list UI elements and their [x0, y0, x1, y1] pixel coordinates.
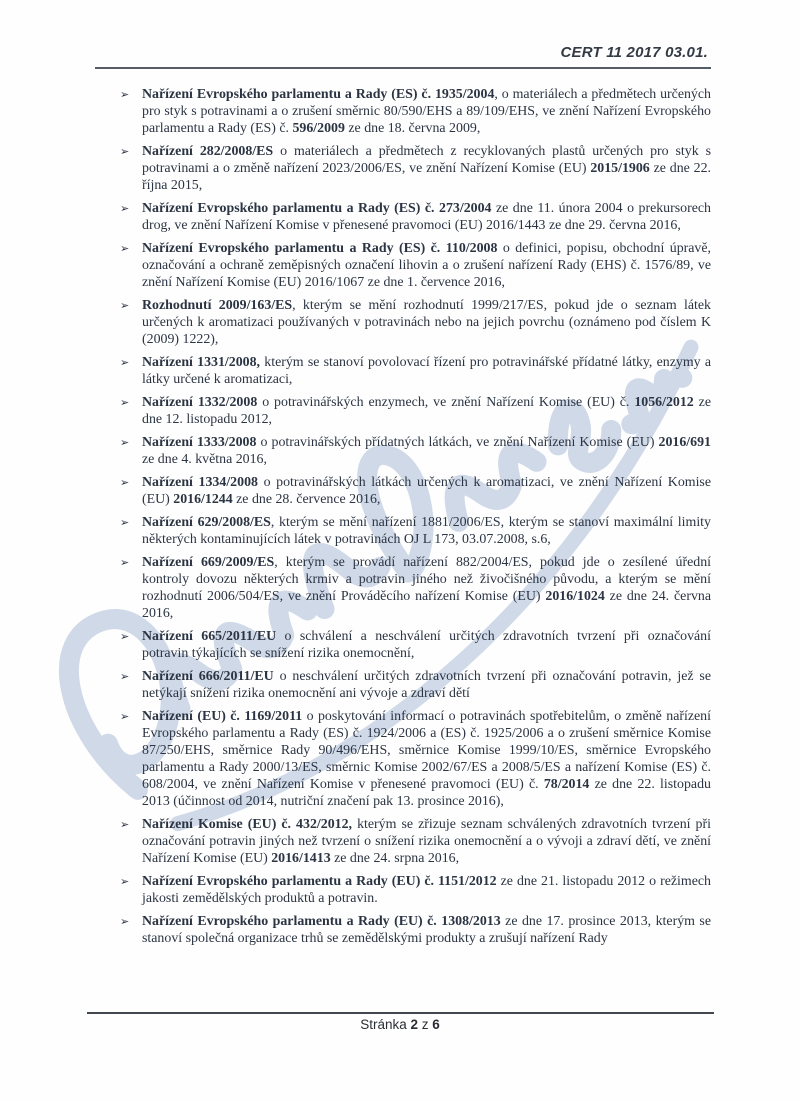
paragraph-text: Nařízení Evropského parlamentu a Rady (EU) č. 1151/2012 ze dne 21. listopadu 2012 o režimech jakosti zemědělských produktů a potravin.: [142, 874, 711, 906]
paragraph-text: Nařízení 629/2008/ES, kterým se mění nařízení 1881/2006/ES, kterým se stanoví maximální limity některých kontaminujících látek v potravinách OJ L 173, 03.07.2008, s.6,: [142, 515, 711, 547]
arrow-bullet-icon: ➢: [120, 397, 130, 409]
arrow-bullet-icon: ➢: [120, 477, 130, 489]
paragraph-text: Nařízení Evropského parlamentu a Rady (ES) č. 1935/2004, o materiálech a předmětech určených pro styk s potravinami a o zrušení směrnic 80/590/EHS a 89/109/EHS, ve znění Nařízení Evropského parlamentu a Rady (ES) č. 596/2009 ze dne 18. června 2009,: [142, 87, 711, 136]
arrow-bullet-icon: ➢: [120, 711, 130, 723]
list-item: [120, 628, 711, 662]
arrow-bullet-icon: ➢: [120, 146, 130, 158]
paragraph-text: Nařízení 669/2009/ES, kterým se provádí nařízení 882/2004/ES, pokud jde o zesílené úřední kontroly dovozu některých krmiv a potravin jiného než živočišného původu, a kterým se mění rozhodnutí 2006/504/ES, ve znění Prováděcího nařízení Komise (EU) 2016/1024 ze dne 24. června 2016,: [142, 555, 712, 621]
list-item: [120, 143, 711, 194]
list-item: [120, 354, 711, 388]
paragraph-text: Rozhodnutí 2009/163/ES, kterým se mění rozhodnutí 1999/217/ES, pokud jde o seznam látek určených k aromatizaci používaných v potravinách nebo na jejich povrchu (oznámeno pod číslem K (2009) 1222),: [142, 298, 711, 347]
arrow-bullet-icon: ➢: [120, 89, 130, 101]
list-item: [120, 514, 711, 548]
footer-rule: [87, 1012, 714, 1014]
arrow-bullet-icon: ➢: [120, 243, 130, 255]
arrow-bullet-icon: ➢: [120, 300, 130, 312]
paragraph-text: Nařízení 1331/2008, kterým se stanoví povolovací řízení pro potravinářské přídatné látky, enzymy a látky určené k aromatizaci,: [142, 355, 711, 387]
list-item: [120, 297, 711, 348]
paragraph-text: Nařízení 1333/2008 o potravinářských přídatných látkách, ve znění Nařízení Komise (EU) 2016/691 ze dne 4. května 2016,: [142, 435, 711, 467]
list-item: [120, 913, 711, 947]
arrow-bullet-icon: ➢: [120, 819, 130, 831]
header-rule: [95, 67, 711, 69]
arrow-bullet-icon: ➢: [120, 916, 130, 928]
list-item: [120, 873, 711, 907]
paragraph-text: Nařízení Evropského parlamentu a Rady (ES) č. 110/2008 o definici, popisu, obchodní úpravě, označování a ochraně zeměpisných označení lihovin a o zrušení nařízení Rady (EHS) č. 1576/89, ve znění Nařízení Komise (EU) 2016/1067 ze dne 1. července 2016,: [142, 241, 712, 290]
paragraph-text: Nařízení Evropského parlamentu a Rady (EU) č. 1308/2013 ze dne 17. prosince 2013, kterým se stanoví společná organizace trhů se zemědělskými produkty a zrušují nařízení Rady: [142, 914, 711, 946]
arrow-bullet-icon: ➢: [120, 876, 130, 888]
list-item: [120, 816, 711, 867]
list-item: [120, 240, 711, 291]
doc-code: CERT 11 2017 03.01.: [560, 44, 708, 61]
list-item: [120, 394, 711, 428]
paragraph-text: Nařízení 666/2011/EU o neschválení určitých zdravotních tvrzení při označování potravin, jež se netýkají snížení rizika onemocnění ani vývoje a zdraví dětí: [142, 669, 711, 701]
list-item: [120, 668, 711, 702]
paragraph-text: Nařízení Evropského parlamentu a Rady (ES) č. 273/2004 ze dne 11. února 2004 o prekursorech drog, ve znění Nařízení Komise v přenesené pravomoci (EU) 2016/1443 ze dne 29. června 2016,: [142, 201, 712, 233]
arrow-bullet-icon: ➢: [120, 557, 130, 569]
page-total: 6: [432, 1017, 440, 1032]
arrow-bullet-icon: ➢: [120, 631, 130, 643]
paragraph-text: Nařízení 282/2008/ES o materiálech a předmětech z recyklovaných plastů určených pro styk s potravinami a o změně nařízení 2023/2006/ES, ve znění Nařízení Komise (EU) 2015/1906 ze dne 22. října 2015,: [142, 144, 712, 193]
paragraph-text: Nařízení 1332/2008 o potravinářských enzymech, ve znění Nařízení Komise (EU) č. 1056/2012 ze dne 12. listopadu 2012,: [142, 395, 712, 427]
arrow-bullet-icon: ➢: [120, 357, 130, 369]
paragraph-text: Nařízení 665/2011/EU o schválení a neschválení určitých zdravotních tvrzení při označování potravin týkajících se snížení rizika onemocnění,: [142, 629, 711, 661]
page-label: Stránka: [360, 1017, 407, 1032]
list-item: [120, 554, 711, 622]
list-item: [120, 200, 711, 234]
arrow-bullet-icon: ➢: [120, 203, 130, 215]
paragraph-text: Nařízení 1334/2008 o potravinářských látkách určených k aromatizaci, ve znění Nařízení Komise (EU) 2016/1244 ze dne 28. července 2016,: [142, 475, 712, 507]
page-content: [120, 86, 711, 953]
list-item: [120, 708, 711, 810]
paragraph-text: Nařízení (EU) č. 1169/2011 o poskytování informací o potravinách spotřebitelům, o změně nařízení Evropského parlamentu a Rady (ES) č. 1924/2006 a (ES) č. 1925/2006 a o zrušení směrnice Komise 87/250/EHS, směrnice Rady 90/496/EHS, směrnice Komise 1999/10/ES, směrnice Evropského parlamentu a Rady 2000/13/ES, směrnic Komise 2002/67/ES a 2008/5/ES a nařízení Komise (ES) č. 608/2004, ve znění Nařízení Komise v přenesené pravomoci (EU) č. 78/2014 ze dne 22. listopadu 2013 (účinnost od 2014, nutriční značení pak 13. prosince 2016),: [142, 709, 711, 809]
page-number: 2: [410, 1017, 418, 1032]
paragraph-text: Nařízení Komise (EU) č. 432/2012, kterým se zřizuje seznam schválených zdravotních tvrzení při označování potravin jiných než tvrzení o snížení rizika onemocnění a o vývoji a zdraví dětí, ve znění Nařízení Komise (EU) 2016/1413 ze dne 24. srpna 2016,: [142, 817, 711, 866]
of-label: z: [421, 1017, 429, 1032]
arrow-bullet-icon: ➢: [120, 517, 130, 529]
arrow-bullet-icon: ➢: [120, 437, 130, 449]
arrow-bullet-icon: ➢: [120, 671, 130, 683]
regulation-list: [120, 86, 711, 947]
list-item: [120, 86, 711, 137]
page-indicator: [0, 1017, 800, 1032]
list-item: [120, 434, 711, 468]
list-item: [120, 474, 711, 508]
